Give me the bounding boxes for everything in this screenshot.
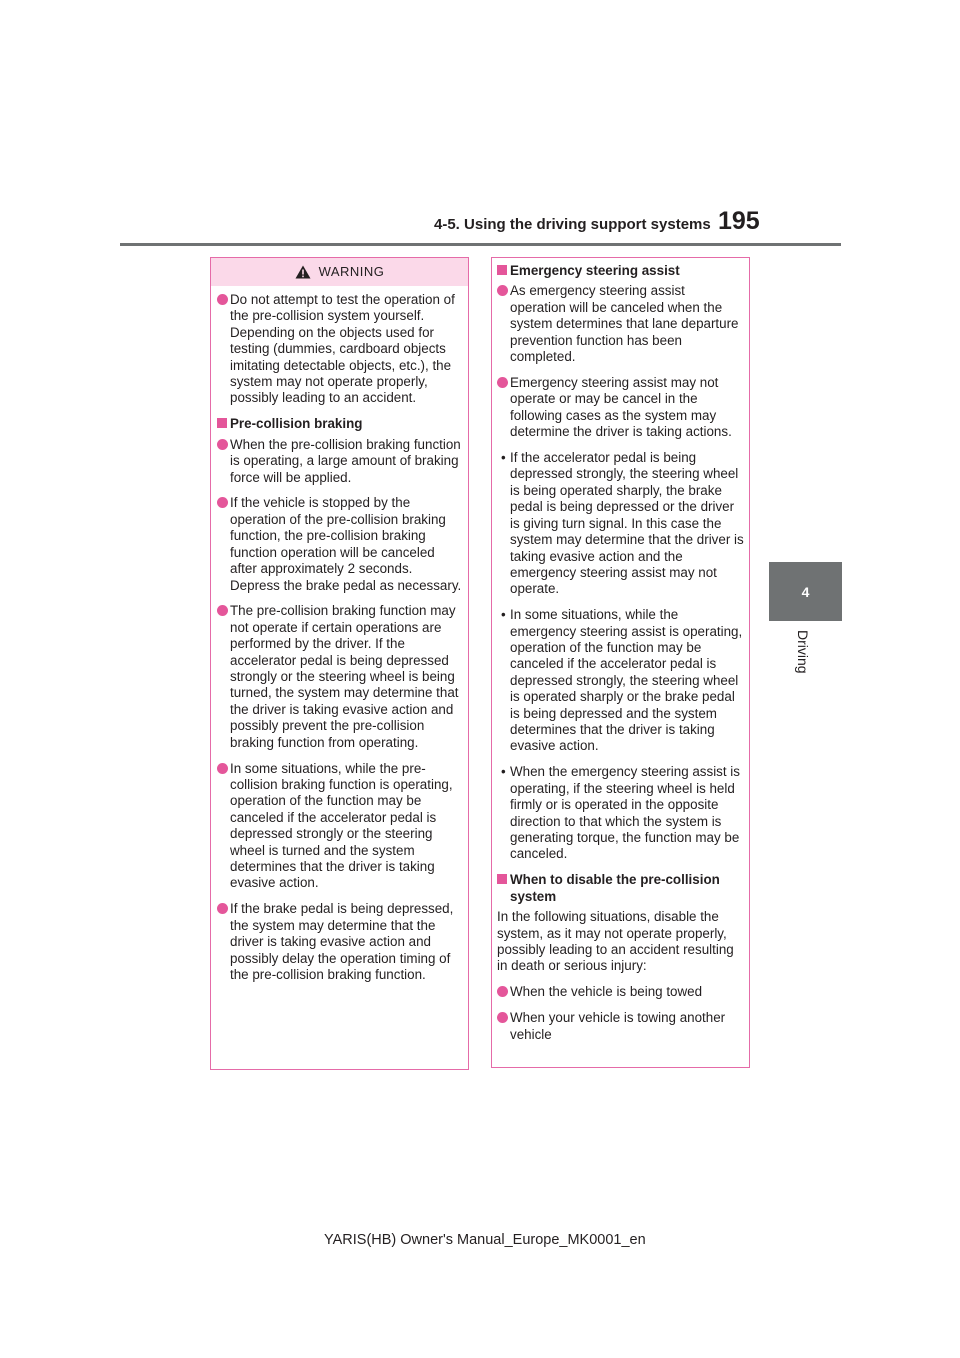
- chapter-number: 4: [801, 583, 810, 600]
- list-item: In some situations, while the pre-collision braking function is operating, operation of the function may be canceled if the accelerator pedal is depressed strongly or the steering wheel is turned and the system determines that the driver is taking evasive action.: [217, 761, 463, 892]
- list-item: Emergency steering assist may not operate or may be cancel in the following cases as the system may determine the driver is taking actions.: [497, 375, 744, 441]
- bullet-icon: [497, 285, 508, 296]
- sub-list-item: • If the accelerator pedal is being depressed strongly, the steering wheel is being operated sharply, the brake pedal is being depressed or the driver is giving turn signal. In this case the system may determine that the driver is taking evasive action and the emergency steering assist may not operate.: [501, 450, 744, 597]
- page-number: 195: [718, 207, 760, 235]
- bullet-icon: [217, 497, 228, 508]
- bullet-icon: [497, 986, 508, 997]
- footer-text: YARIS(HB) Owner's Manual_Europe_MK0001_en: [324, 1232, 646, 1248]
- bullet-icon: [217, 903, 228, 914]
- section-title: 4-5. Using the driving support systems: [434, 216, 711, 233]
- bullet-icon: [497, 377, 508, 388]
- list-item: Do not attempt to test the operation of the pre-collision system yourself. Depending on the objects used for testing (dummies, cardboard objects imitating detectable objects, etc.), the system may not operate properly, possibly leading to an accident.: [217, 292, 463, 407]
- header-rule: [120, 243, 841, 246]
- warning-header: [211, 258, 468, 286]
- list-item: If the brake pedal is being depressed, the system may determine that the driver is taking evasive action and possibly delay the operation timing of the pre-collision braking function.: [217, 901, 463, 983]
- warning-title: WARNING: [318, 263, 385, 279]
- sub-list-item: • In some situations, while the emergency steering assist is operating, operation of the function may be canceled if the accelerator pedal is depressed strongly, the steering wheel is operated sharply or the brake pedal is being depressed and the system determines that the driver is taking evasive action.: [501, 607, 743, 754]
- list-item: When the vehicle is being towed: [497, 984, 744, 1000]
- chapter-label: Driving: [795, 630, 811, 674]
- bullet-icon: [217, 605, 228, 616]
- warning-panel-right: [491, 257, 750, 1068]
- bullet-icon: [217, 763, 228, 774]
- warning-panel-left: [210, 257, 469, 1070]
- list-item: When your vehicle is towing another vehicle: [497, 1010, 744, 1043]
- list-item: As emergency steering assist operation will be canceled when the system determines that lane departure prevention function has been completed.: [497, 283, 744, 365]
- bullet-icon: [497, 1012, 508, 1023]
- warning-triangle-icon: [295, 265, 311, 279]
- square-bullet-icon: [497, 874, 507, 884]
- sub-list-item: • When the emergency steering assist is operating, if the steering wheel is held firmly or is operated in the opposite direction to that which the system is generating torque, the function may be canceled.: [501, 764, 740, 862]
- list-item: The pre-collision braking function may not operate if certain operations are performed by the driver. If the accelerator pedal is being depressed strongly or the steering wheel is being turned, the system may determine that the driver is taking evasive action and possibly prevent the pre-collision braking function from operating.: [217, 603, 463, 751]
- list-item: When the pre-collision braking function is operating, a large amount of braking force will be applied.: [217, 437, 463, 486]
- square-bullet-icon: [217, 418, 227, 428]
- subsection-heading: Emergency steering assist: [497, 263, 744, 279]
- subsection-heading: Pre-collision braking: [217, 416, 463, 432]
- square-bullet-icon: [497, 265, 507, 275]
- list-item: If the vehicle is stopped by the operation of the pre-collision braking function, the pre-collision braking function operation will be canceled after approximately 2 seconds. Depress the brake pedal as necessary.: [217, 495, 463, 593]
- subsection-heading: When to disable the pre-collision system: [497, 872, 744, 905]
- paragraph: In the following situations, disable the system, as it may not operate properly, possibly leading to an accident resulting in death or serious injury:: [497, 909, 734, 974]
- chapter-tab[interactable]: [769, 562, 842, 621]
- bullet-icon: [217, 294, 228, 305]
- bullet-icon: [217, 439, 228, 450]
